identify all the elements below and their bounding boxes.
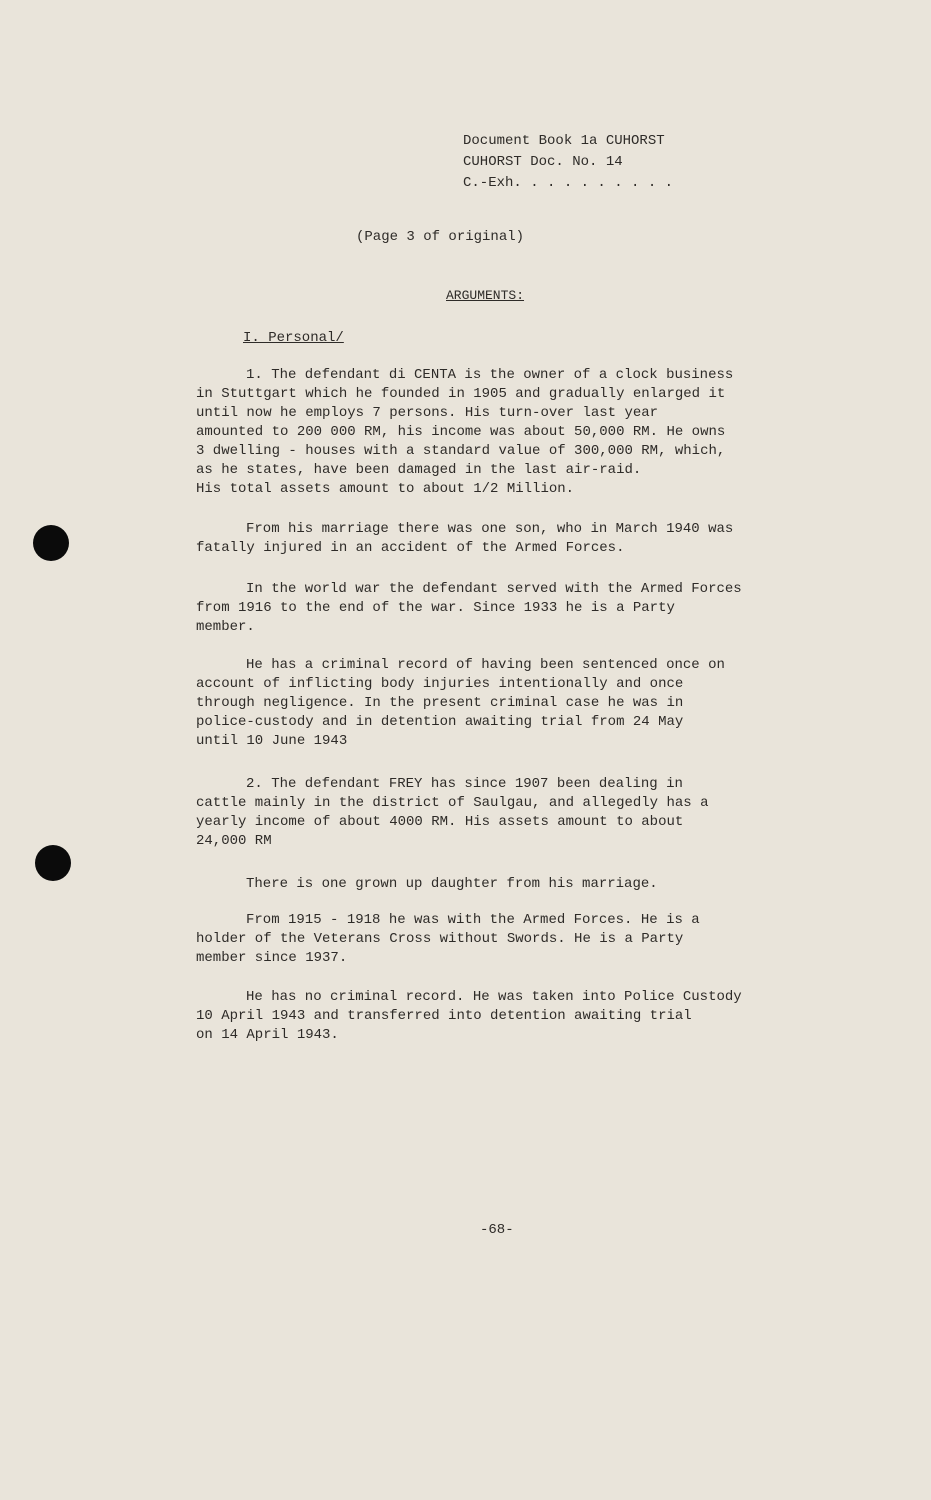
text-line: He has a criminal record of having been sentenced once on <box>246 657 725 673</box>
text-line: He has no criminal record. He was taken into Police Custody <box>246 989 742 1005</box>
paragraph-7 <box>196 911 816 968</box>
header-document-book: Document Book 1a CUHORST <box>463 133 665 149</box>
text-line: 2. The defendant FREY has since 1907 been dealing in <box>246 776 683 792</box>
paragraph-6 <box>196 875 816 894</box>
text-line: In the world war the defendant served with the Armed Forces <box>246 581 742 597</box>
header-doc-number: CUHORST Doc. No. 14 <box>463 154 623 170</box>
paragraph-5 <box>196 775 816 851</box>
text-line: member since 1937. <box>196 950 348 966</box>
punch-hole-bottom <box>35 845 71 881</box>
text-line: until now he employs 7 persons. His turn-over last year <box>196 405 659 421</box>
text-line: There is one grown up daughter from his marriage. <box>246 876 658 892</box>
text-line: cattle mainly in the district of Saulgau, and allegedly has a <box>196 795 709 811</box>
text-line: From 1915 - 1918 he was with the Armed Forces. He is a <box>246 912 700 928</box>
text-line: in Stuttgart which he founded in 1905 and gradually enlarged it <box>196 386 726 402</box>
text-line: police-custody and in detention awaiting trial from 24 May <box>196 714 684 730</box>
punch-hole-top <box>33 525 69 561</box>
text-line: from 1916 to the end of the war. Since 1933 he is a Party <box>196 600 675 616</box>
text-line: on 14 April 1943. <box>196 1027 339 1043</box>
paragraph-4 <box>196 656 816 751</box>
text-line: fatally injured in an accident of the Armed Forces. <box>196 540 625 556</box>
text-line: member. <box>196 619 255 635</box>
page-reference: (Page 3 of original) <box>356 229 525 245</box>
header-exhibit: C.-Exh. . . . . . . . . . <box>463 175 674 191</box>
text-line: until 10 June 1943 <box>196 733 348 749</box>
text-line: yearly income of about 4000 RM. His assets amount to about <box>196 814 684 830</box>
text-line: account of inflicting body injuries intentionally and once <box>196 676 684 692</box>
text-line: His total assets amount to about 1/2 Million. <box>196 481 575 497</box>
text-line: amounted to 200 000 RM, his income was about 50,000 RM. He owns <box>196 424 726 440</box>
text-line: holder of the Veterans Cross without Swords. He is a Party <box>196 931 684 947</box>
paragraph-2 <box>196 520 816 558</box>
text-line: 3 dwelling - houses with a standard value of 300,000 RM, which, <box>196 443 726 459</box>
text-line: 1. The defendant di CENTA is the owner of a clock business <box>246 367 734 383</box>
subsection-title: I. Personal/ <box>243 330 344 346</box>
section-title: ARGUMENTS: <box>446 288 525 303</box>
text-line: 10 April 1943 and transferred into detention awaiting trial <box>196 1008 692 1024</box>
text-line: 24,000 RM <box>196 833 272 849</box>
text-line: From his marriage there was one son, who in March 1940 was <box>246 521 734 537</box>
text-line: through negligence. In the present criminal case he was in <box>196 695 684 711</box>
paragraph-8 <box>196 988 816 1045</box>
paragraph-1 <box>196 366 816 499</box>
text-line: as he states, have been damaged in the last air-raid. <box>196 462 642 478</box>
page-number: -68- <box>480 1222 514 1238</box>
paragraph-3 <box>196 580 816 637</box>
